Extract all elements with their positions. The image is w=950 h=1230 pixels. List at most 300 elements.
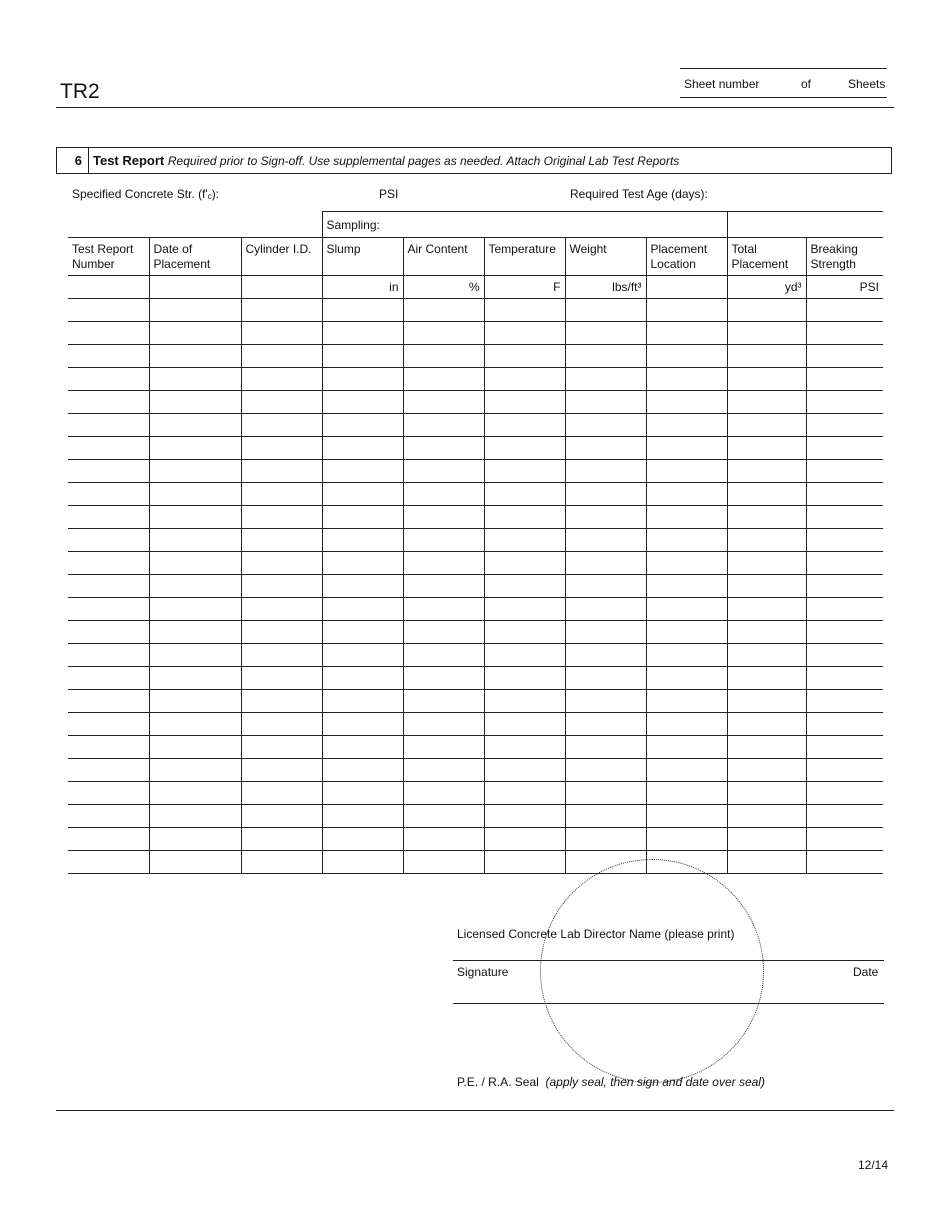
entry-cell[interactable] (484, 805, 565, 828)
entry-cell[interactable] (403, 782, 484, 805)
seal-circle (540, 859, 764, 1083)
sheet-number-box (680, 68, 887, 98)
entry-cell[interactable] (646, 644, 727, 667)
entry-cell[interactable] (403, 736, 484, 759)
entry-cell[interactable] (149, 414, 241, 437)
entry-cell[interactable] (241, 368, 322, 391)
entry-cell[interactable] (322, 667, 403, 690)
entry-cell[interactable] (403, 759, 484, 782)
entry-cell[interactable] (241, 299, 322, 322)
entry-cell[interactable] (403, 552, 484, 575)
entry-cell[interactable] (727, 552, 806, 575)
entry-cell[interactable] (727, 391, 806, 414)
entry-cell[interactable] (149, 713, 241, 736)
entry-cell[interactable] (403, 391, 484, 414)
entry-cell[interactable] (484, 552, 565, 575)
entry-cell[interactable] (149, 529, 241, 552)
entry-cell[interactable] (646, 506, 727, 529)
entry-cell[interactable] (241, 414, 322, 437)
entry-cell[interactable] (241, 391, 322, 414)
entry-cell[interactable] (322, 437, 403, 460)
entry-cell[interactable] (241, 575, 322, 598)
entry-cell[interactable] (68, 552, 149, 575)
entry-cell[interactable] (565, 368, 646, 391)
entry-cell[interactable] (646, 345, 727, 368)
unit-cell: lbs/ft³ (565, 276, 646, 299)
entry-cell[interactable] (322, 368, 403, 391)
entry-cell[interactable] (68, 529, 149, 552)
signature-label: Signature (457, 965, 509, 979)
entry-cell[interactable] (241, 736, 322, 759)
entry-cell[interactable] (727, 782, 806, 805)
table-row (68, 552, 883, 575)
entry-cell[interactable] (403, 598, 484, 621)
entry-cell[interactable] (149, 483, 241, 506)
entry-cell[interactable] (565, 667, 646, 690)
entry-cell[interactable] (484, 667, 565, 690)
entry-cell[interactable] (68, 621, 149, 644)
entry-cell[interactable] (806, 644, 883, 667)
entry-cell[interactable] (727, 598, 806, 621)
entry-cell[interactable] (484, 414, 565, 437)
entry-cell[interactable] (322, 828, 403, 851)
entry-cell[interactable] (806, 805, 883, 828)
entry-cell[interactable] (806, 322, 883, 345)
entry-cell[interactable] (68, 713, 149, 736)
entry-cell[interactable] (403, 483, 484, 506)
entry-cell[interactable] (727, 460, 806, 483)
entry-cell[interactable] (403, 437, 484, 460)
table-row (68, 805, 883, 828)
date-label: Date (853, 965, 879, 979)
entry-cell[interactable] (646, 575, 727, 598)
entry-cell[interactable] (68, 782, 149, 805)
entry-cell[interactable] (646, 713, 727, 736)
entry-cell[interactable] (484, 690, 565, 713)
entry-cell[interactable] (241, 713, 322, 736)
entry-cell[interactable] (403, 690, 484, 713)
entry-cell[interactable] (806, 391, 883, 414)
entry-cell[interactable] (727, 690, 806, 713)
entry-cell[interactable] (727, 483, 806, 506)
entry-cell[interactable] (565, 621, 646, 644)
entry-cell[interactable] (403, 506, 484, 529)
entry-cell[interactable] (806, 621, 883, 644)
entry-cell[interactable] (322, 690, 403, 713)
entry-cell[interactable] (646, 690, 727, 713)
column-header: Weight (565, 238, 646, 276)
section-header (56, 147, 892, 174)
entry-cell[interactable] (484, 644, 565, 667)
entry-cell[interactable] (646, 391, 727, 414)
entry-cell[interactable] (565, 483, 646, 506)
entry-cell[interactable] (646, 483, 727, 506)
entry-cell[interactable] (403, 805, 484, 828)
entry-cell[interactable] (806, 736, 883, 759)
entry-cell[interactable] (646, 828, 727, 851)
entry-cell[interactable] (646, 368, 727, 391)
column-header: Test Report Number (68, 238, 149, 276)
entry-cell[interactable] (806, 414, 883, 437)
entry-cell[interactable] (403, 667, 484, 690)
of-label: of (801, 77, 812, 91)
entry-cell[interactable] (322, 644, 403, 667)
entry-cell[interactable] (484, 437, 565, 460)
entry-cell[interactable] (241, 437, 322, 460)
table-row (68, 483, 883, 506)
unit-cell (646, 276, 727, 299)
entry-cell[interactable] (149, 391, 241, 414)
entry-cell[interactable] (322, 529, 403, 552)
table-row (68, 736, 883, 759)
entry-cell[interactable] (806, 483, 883, 506)
entry-cell[interactable] (646, 736, 727, 759)
entry-cell[interactable] (403, 414, 484, 437)
table-row (68, 575, 883, 598)
entry-cell[interactable] (241, 644, 322, 667)
entry-cell[interactable] (646, 529, 727, 552)
table-row (68, 690, 883, 713)
entry-cell[interactable] (484, 345, 565, 368)
entry-cell[interactable] (403, 828, 484, 851)
entry-cell[interactable] (68, 391, 149, 414)
entry-cell[interactable] (241, 506, 322, 529)
entry-cell[interactable] (403, 851, 484, 874)
unit-cell: yd³ (727, 276, 806, 299)
entry-cell[interactable] (241, 322, 322, 345)
footer-divider (56, 1110, 894, 1111)
entry-cell[interactable] (149, 805, 241, 828)
entry-cell[interactable] (241, 460, 322, 483)
entry-cell[interactable] (484, 828, 565, 851)
entry-cell[interactable] (149, 345, 241, 368)
entry-cell[interactable] (565, 805, 646, 828)
entry-cell[interactable] (241, 667, 322, 690)
entry-cell[interactable] (149, 598, 241, 621)
table-row (68, 391, 883, 414)
entry-cell[interactable] (484, 299, 565, 322)
entry-cell[interactable] (727, 736, 806, 759)
entry-cell[interactable] (727, 713, 806, 736)
entry-cell[interactable] (565, 690, 646, 713)
entry-cell[interactable] (322, 460, 403, 483)
entry-cell[interactable] (149, 759, 241, 782)
entry-cell[interactable] (806, 713, 883, 736)
entry-cell[interactable] (646, 552, 727, 575)
entry-cell[interactable] (565, 414, 646, 437)
entry-cell[interactable] (149, 621, 241, 644)
entry-cell[interactable] (727, 414, 806, 437)
entry-cell[interactable] (484, 598, 565, 621)
entry-cell[interactable] (565, 322, 646, 345)
entry-cell[interactable] (241, 782, 322, 805)
entry-cell[interactable] (646, 322, 727, 345)
entry-cell[interactable] (484, 759, 565, 782)
entry-cell[interactable] (322, 805, 403, 828)
entry-cell[interactable] (322, 552, 403, 575)
entry-cell[interactable] (322, 759, 403, 782)
entry-cell[interactable] (241, 598, 322, 621)
entry-cell[interactable] (403, 299, 484, 322)
entry-cell[interactable] (403, 460, 484, 483)
entry-cell[interactable] (322, 322, 403, 345)
table-row (68, 828, 883, 851)
table-row (68, 644, 883, 667)
section-number: 6 (57, 148, 89, 173)
entry-cell[interactable] (403, 713, 484, 736)
entry-cell[interactable] (806, 575, 883, 598)
sampling-header: Sampling: (322, 212, 727, 238)
entry-cell[interactable] (646, 437, 727, 460)
entry-cell[interactable] (322, 621, 403, 644)
entry-cell[interactable] (68, 345, 149, 368)
entry-cell[interactable] (484, 621, 565, 644)
entry-cell[interactable] (484, 483, 565, 506)
entry-cell[interactable] (727, 506, 806, 529)
entry-cell[interactable] (68, 759, 149, 782)
unit-cell (149, 276, 241, 299)
unit-cell: % (403, 276, 484, 299)
entry-cell[interactable] (484, 851, 565, 874)
entry-cell[interactable] (565, 575, 646, 598)
entry-cell[interactable] (68, 690, 149, 713)
entry-cell[interactable] (727, 621, 806, 644)
entry-cell[interactable] (322, 782, 403, 805)
entry-cell[interactable] (565, 759, 646, 782)
entry-cell[interactable] (322, 506, 403, 529)
section-title-line (93, 148, 679, 174)
entry-cell[interactable] (565, 299, 646, 322)
entry-cell[interactable] (646, 759, 727, 782)
entry-cell[interactable] (322, 391, 403, 414)
entry-cell[interactable] (646, 782, 727, 805)
entry-cell[interactable] (68, 828, 149, 851)
signature-line[interactable] (453, 1003, 884, 1004)
table-row (68, 368, 883, 391)
table-row (68, 713, 883, 736)
entry-cell[interactable] (806, 460, 883, 483)
section-instructions: Required prior to Sign-off. Use supplemental pages as needed. Attach Original Lab Test Reports (167, 154, 680, 168)
entry-cell[interactable] (646, 299, 727, 322)
entry-cell[interactable] (806, 828, 883, 851)
table-row (68, 759, 883, 782)
entry-cell[interactable] (806, 506, 883, 529)
entry-cell[interactable] (727, 437, 806, 460)
sampling-blank-right (727, 212, 883, 238)
entry-cell[interactable] (241, 529, 322, 552)
entry-cell[interactable] (68, 322, 149, 345)
entry-cell[interactable] (241, 483, 322, 506)
entry-cell[interactable] (68, 460, 149, 483)
entry-cell[interactable] (727, 828, 806, 851)
entry-cell[interactable] (484, 713, 565, 736)
seal-note: (apply seal, then sign and date over seal) (545, 1075, 765, 1089)
entry-cell[interactable] (241, 345, 322, 368)
entry-cell[interactable] (727, 851, 806, 874)
entry-cell[interactable] (68, 506, 149, 529)
entry-cell[interactable] (149, 575, 241, 598)
entry-cell[interactable] (403, 368, 484, 391)
entry-cell[interactable] (322, 414, 403, 437)
seal-label: P.E. / R.A. Seal (457, 1075, 539, 1089)
entry-cell[interactable] (565, 391, 646, 414)
entry-cell[interactable] (149, 299, 241, 322)
entry-cell[interactable] (646, 621, 727, 644)
table-row (68, 529, 883, 552)
column-header: Date of Placement (149, 238, 241, 276)
table-row (68, 851, 883, 874)
entry-cell[interactable] (149, 828, 241, 851)
entry-cell[interactable] (806, 759, 883, 782)
entry-cell[interactable] (484, 322, 565, 345)
entry-cell[interactable] (484, 529, 565, 552)
entry-cell[interactable] (565, 736, 646, 759)
entry-cell[interactable] (727, 345, 806, 368)
entry-cell[interactable] (322, 598, 403, 621)
entry-cell[interactable] (403, 575, 484, 598)
entry-cell[interactable] (727, 667, 806, 690)
entry-cell[interactable] (806, 690, 883, 713)
entry-cell[interactable] (806, 437, 883, 460)
table-row (68, 782, 883, 805)
director-name-line[interactable] (453, 960, 884, 961)
entry-cell[interactable] (68, 483, 149, 506)
column-header: Placement Location (646, 238, 727, 276)
entry-cell[interactable] (241, 690, 322, 713)
test-report-table (68, 211, 883, 874)
entry-cell[interactable] (241, 851, 322, 874)
entry-cell[interactable] (149, 368, 241, 391)
entry-cell[interactable] (727, 322, 806, 345)
entry-cell[interactable] (806, 529, 883, 552)
entry-cell[interactable] (565, 529, 646, 552)
entry-cell[interactable] (403, 529, 484, 552)
entry-cell[interactable] (149, 644, 241, 667)
entry-cell[interactable] (484, 736, 565, 759)
entry-cell[interactable] (484, 506, 565, 529)
entry-cell[interactable] (565, 828, 646, 851)
entry-cell[interactable] (484, 575, 565, 598)
entry-cell[interactable] (727, 299, 806, 322)
entry-cell[interactable] (484, 368, 565, 391)
column-header: Air Content (403, 238, 484, 276)
entry-cell[interactable] (727, 575, 806, 598)
entry-cell[interactable] (565, 460, 646, 483)
entry-cell[interactable] (68, 368, 149, 391)
unit-cell (241, 276, 322, 299)
entry-cell[interactable] (646, 414, 727, 437)
entry-cell[interactable] (149, 437, 241, 460)
entry-cell[interactable] (484, 391, 565, 414)
entry-cell[interactable] (806, 299, 883, 322)
entry-cell[interactable] (565, 552, 646, 575)
entry-cell[interactable] (565, 437, 646, 460)
entry-cell[interactable] (68, 414, 149, 437)
entry-cell[interactable] (484, 782, 565, 805)
entry-cell[interactable] (149, 460, 241, 483)
entry-cell[interactable] (149, 782, 241, 805)
entry-cell[interactable] (565, 506, 646, 529)
entry-cell[interactable] (806, 345, 883, 368)
entry-cell[interactable] (149, 690, 241, 713)
entry-cell[interactable] (646, 805, 727, 828)
psi-label: PSI (379, 187, 399, 201)
entry-cell[interactable] (322, 736, 403, 759)
entry-cell[interactable] (403, 345, 484, 368)
entry-cell[interactable] (727, 644, 806, 667)
entry-cell[interactable] (241, 552, 322, 575)
entry-cell[interactable] (565, 713, 646, 736)
entry-cell[interactable] (484, 460, 565, 483)
entry-cell[interactable] (68, 736, 149, 759)
entry-cell[interactable] (322, 575, 403, 598)
page-number: 12/14 (858, 1158, 889, 1172)
entry-cell[interactable] (149, 851, 241, 874)
entry-cell[interactable] (68, 437, 149, 460)
entry-cell[interactable] (646, 667, 727, 690)
entry-cell[interactable] (565, 644, 646, 667)
entry-cell[interactable] (403, 621, 484, 644)
entry-cell[interactable] (322, 345, 403, 368)
column-header: Total Placement (727, 238, 806, 276)
entry-cell[interactable] (68, 575, 149, 598)
entry-cell[interactable] (241, 828, 322, 851)
entry-cell[interactable] (241, 805, 322, 828)
header-divider (56, 107, 894, 108)
entry-cell[interactable] (68, 805, 149, 828)
entry-cell[interactable] (68, 299, 149, 322)
entry-cell[interactable] (68, 644, 149, 667)
entry-cell[interactable] (646, 598, 727, 621)
entry-cell[interactable] (806, 368, 883, 391)
entry-cell[interactable] (806, 851, 883, 874)
table-row (68, 621, 883, 644)
entry-cell[interactable] (403, 644, 484, 667)
entry-cell[interactable] (727, 759, 806, 782)
entry-cell[interactable] (806, 598, 883, 621)
entry-cell[interactable] (68, 851, 149, 874)
entry-cell[interactable] (806, 782, 883, 805)
entry-cell[interactable] (322, 851, 403, 874)
entry-cell[interactable] (149, 667, 241, 690)
entry-cell[interactable] (565, 782, 646, 805)
entry-cell[interactable] (646, 460, 727, 483)
entry-cell[interactable] (727, 529, 806, 552)
test-age-label: Required Test Age (days): (570, 187, 708, 201)
entry-cell[interactable] (565, 598, 646, 621)
entry-cell[interactable] (403, 322, 484, 345)
entry-cell[interactable] (149, 736, 241, 759)
entry-cell[interactable] (322, 483, 403, 506)
entry-cell[interactable] (149, 322, 241, 345)
sampling-blank (68, 212, 322, 238)
entry-cell[interactable] (149, 552, 241, 575)
column-header: Breaking Strength (806, 238, 883, 276)
entry-cell[interactable] (565, 345, 646, 368)
entry-cell[interactable] (68, 598, 149, 621)
table-row (68, 598, 883, 621)
entry-cell[interactable] (322, 299, 403, 322)
entry-cell[interactable] (149, 506, 241, 529)
entry-cell[interactable] (727, 805, 806, 828)
entry-cell[interactable] (806, 552, 883, 575)
entry-cell[interactable] (241, 759, 322, 782)
entry-cell[interactable] (806, 667, 883, 690)
entry-cell[interactable] (241, 621, 322, 644)
entry-cell[interactable] (727, 368, 806, 391)
entry-cell[interactable] (322, 713, 403, 736)
entry-cell[interactable] (68, 667, 149, 690)
